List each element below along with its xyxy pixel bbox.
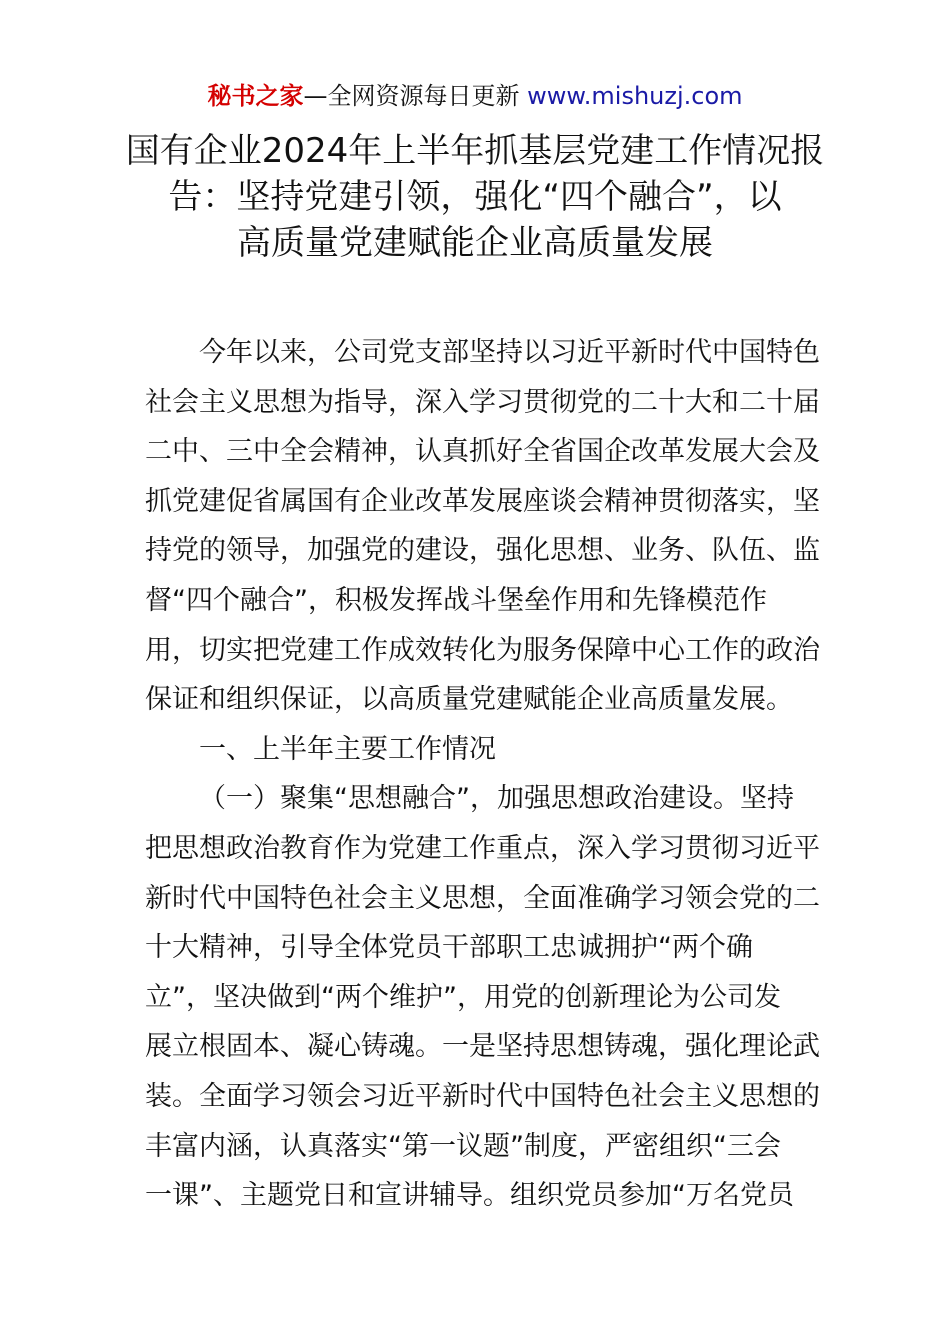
section-heading: 一、上半年主要工作情况 [199, 733, 496, 765]
paragraph-line: 保证和组织保证，以高质量党建赋能企业高质量发展。 [145, 684, 793, 716]
paragraph-line: 新时代中国特色社会主义思想，全面准确学习领会党的二 [145, 882, 820, 914]
paragraph-line: 用，切实把党建工作成效转化为服务保障中心工作的政治 [145, 634, 820, 666]
paragraph-line: 展立根固本、凝心铸魂。一是坚持思想铸魂，强化理论武 [145, 1031, 820, 1063]
paragraph-line: 督“四个融合”，积极发挥战斗堡垒作用和先锋模范作 [145, 584, 767, 616]
title-line: 国有企业2024年上半年抓基层党建工作情况报 [125, 131, 825, 171]
title-line: 高质量党建赋能企业高质量发展 [237, 223, 713, 263]
paragraph-line: （一）聚集“思想融合”，加强思想政治建设。坚持 [199, 783, 794, 815]
brand-name: 秘书之家 [207, 82, 304, 110]
paragraph-line: 十大精神，引导全体党员干部职工忠诚拥护“两个确 [145, 932, 753, 964]
paragraph-line: 二中、三中全会精神，认真抓好全省国企改革发展大会及 [145, 436, 820, 468]
paragraph-line: 今年以来，公司党支部坚持以习近平新时代中国特色 [199, 337, 820, 368]
site-url-link[interactable]: www.mishuzj.com [527, 82, 743, 110]
document-body [145, 328, 820, 1221]
paragraph-line: 把思想政治教育作为党建工作重点，深入学习贯彻习近平 [145, 832, 820, 864]
header-tagline: —全网资源每日更新 [303, 82, 528, 110]
paragraph-line: 持党的领导，加强党的建设，强化思想、业务、队伍、监 [145, 535, 820, 567]
paragraph-line: 社会主义思想为指导，深入学习贯彻党的二十大和二十届 [145, 386, 820, 418]
paragraph-line: 抓党建促省属国有企业改革发展座谈会精神贯彻落实，坚 [145, 485, 820, 517]
paragraph-line: 丰富内涵，认真落实“第一议题”制度，严密组织“三会 [145, 1130, 781, 1162]
document-title [110, 128, 840, 266]
site-header [0, 80, 950, 112]
paragraph-line: 一课”、主题党日和宣讲辅导。组织党员参加“万名党员 [145, 1180, 794, 1212]
title-line: 告：坚持党建引领，强化“四个融合”，以 [168, 177, 782, 217]
paragraph-line: 装。全面学习领会习近平新时代中国特色社会主义思想的 [145, 1080, 820, 1112]
paragraph-line: 立”，坚决做到“两个维护”，用党的创新理论为公司发 [145, 981, 781, 1013]
